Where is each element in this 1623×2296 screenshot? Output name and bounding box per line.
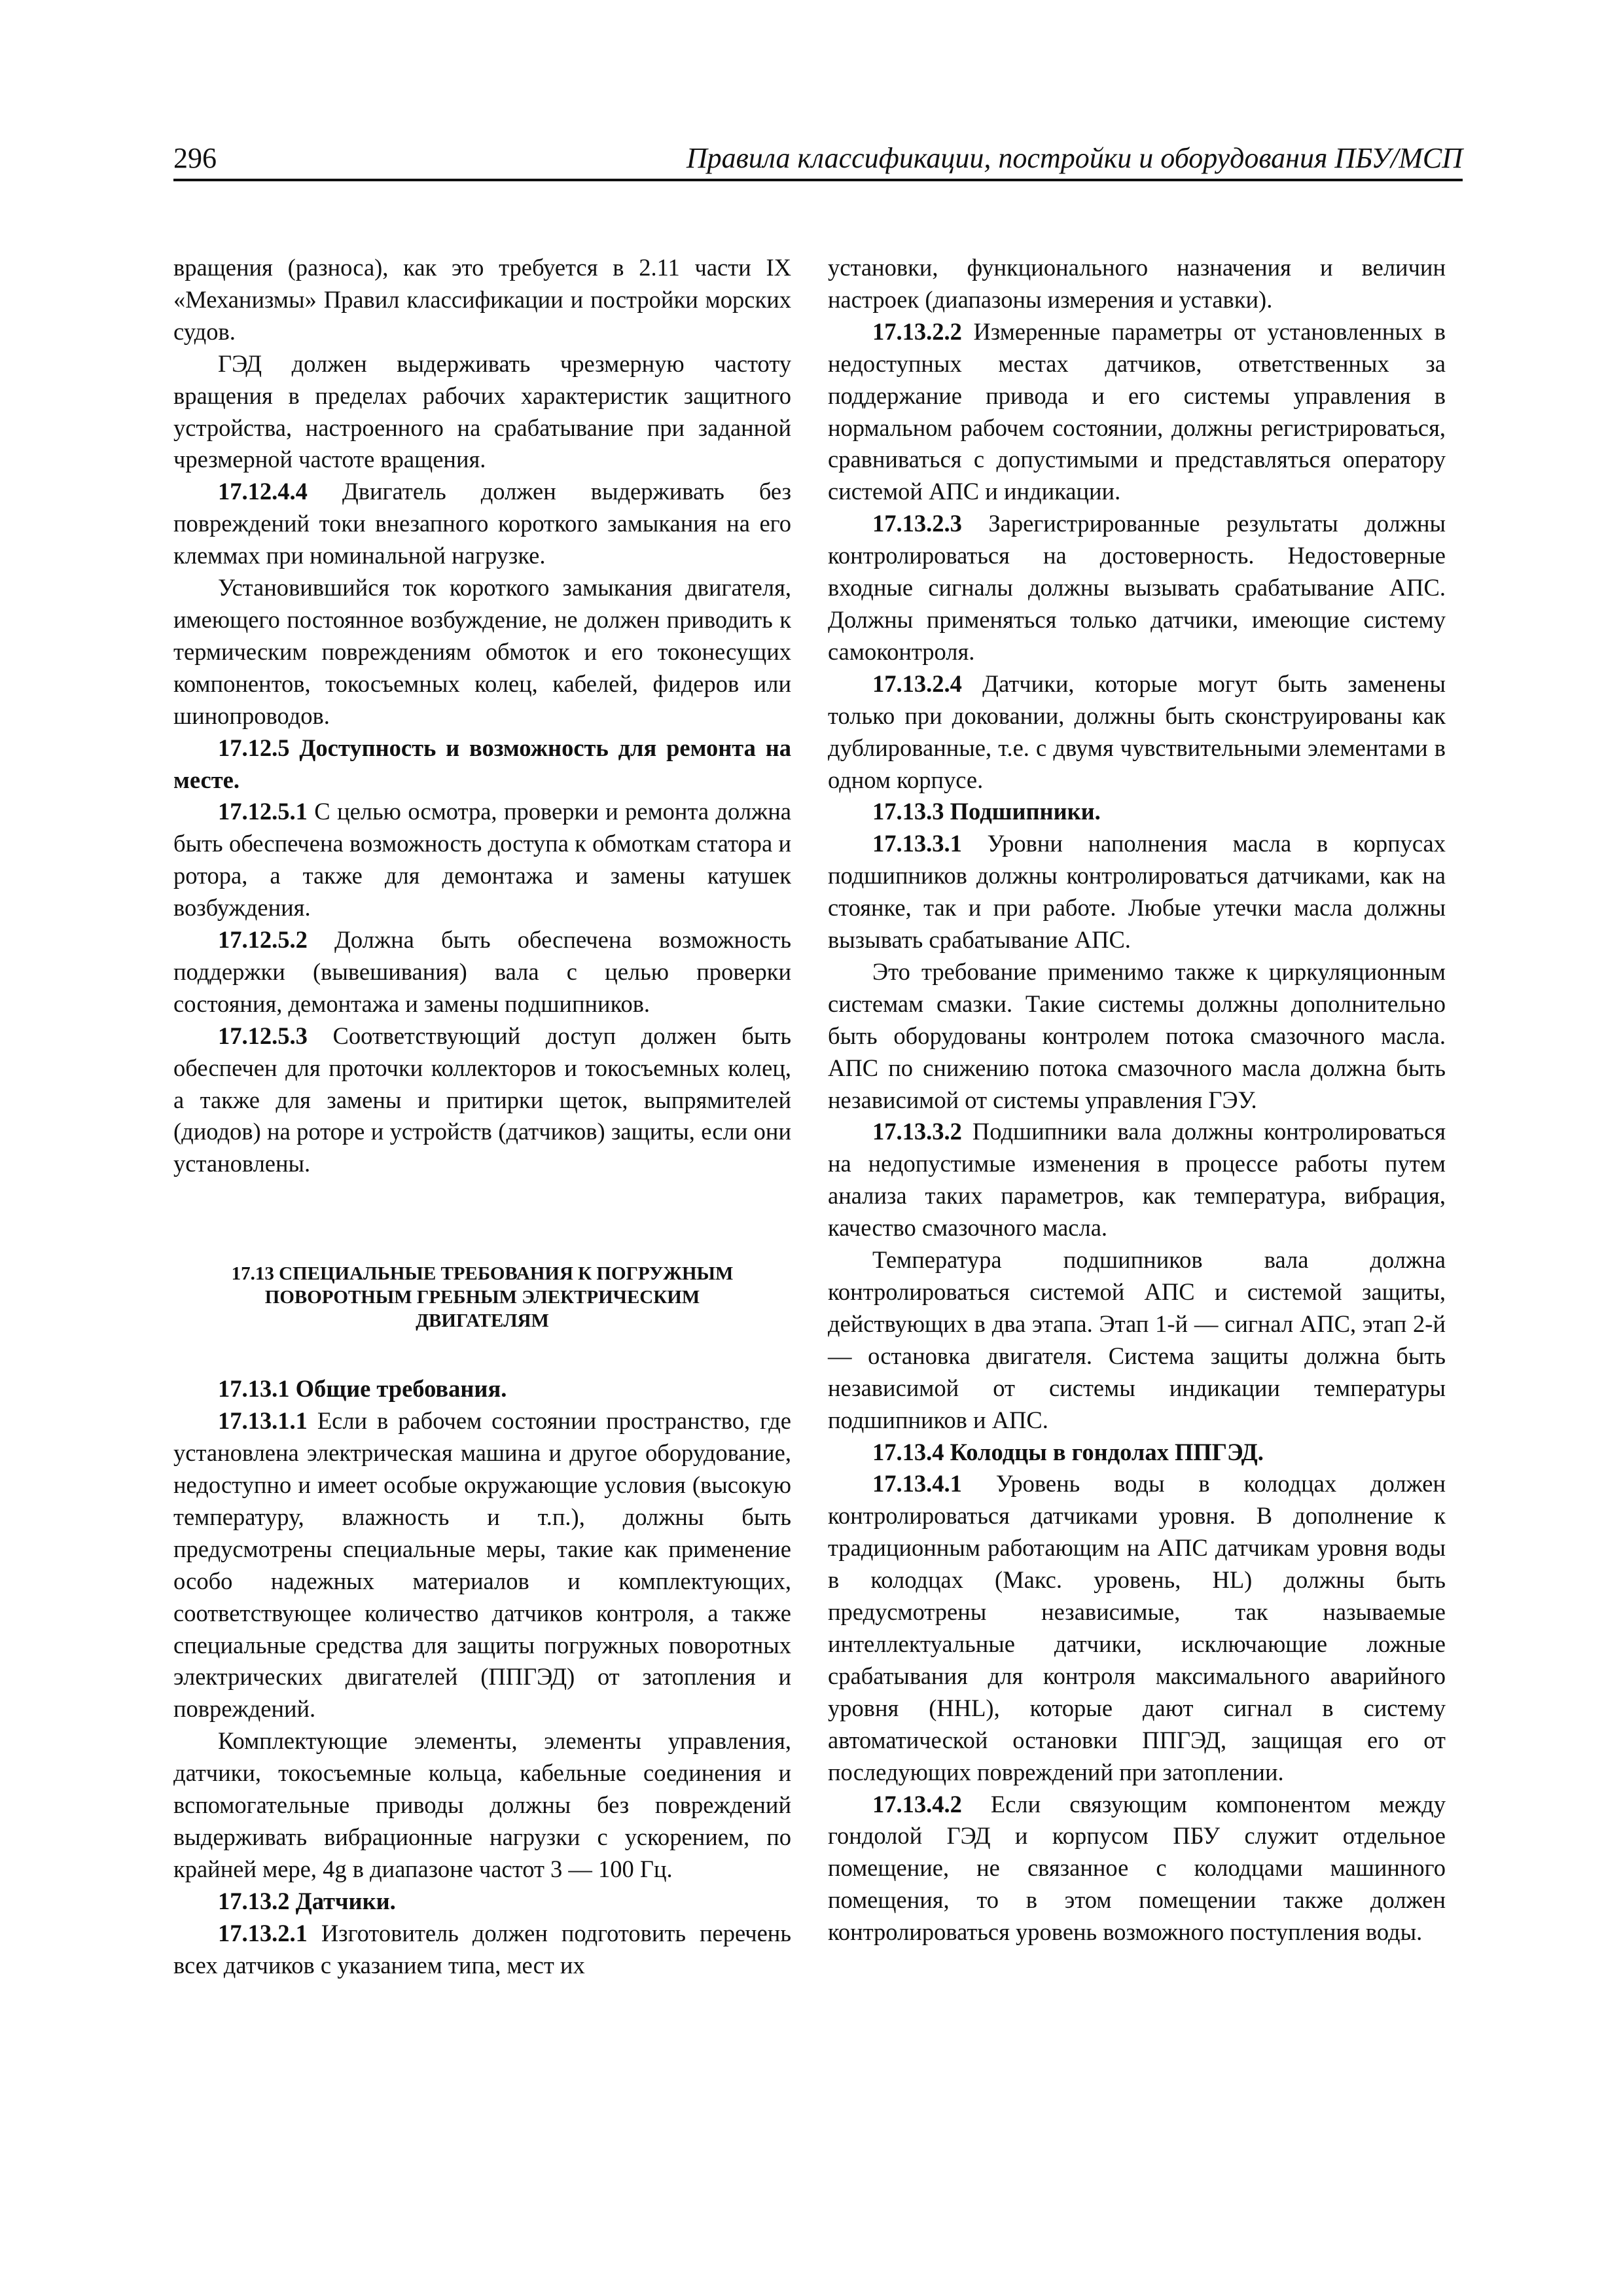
subsection-heading: 17.13.1 Общие требования.	[218, 1375, 507, 1403]
paragraph: 17.12.5.2 Должна быть обеспечена возможность поддержки (вывешивания) вала с целью проверки состояния, демонтажа и замены подшипников.	[173, 926, 791, 1017]
subsection-heading: 17.13.2 Датчики.	[218, 1887, 396, 1914]
section-heading-line: ДВИГАТЕЛЯМ	[416, 1310, 549, 1332]
clause-number: 17.12.5.3	[218, 1022, 308, 1049]
paragraph: 17.13.3.2 Подшипники вала должны контролироваться на недопустимые изменения в процессе работы путем анализа таких параметров, как температура, вибрация, качество смазочного масла.	[828, 1118, 1446, 1242]
paragraph: 17.12.4.4 Двигатель должен выдерживать без повреждений токи внезапного короткого замыкания на его клеммах при номинальной нагрузке.	[173, 478, 791, 569]
paragraph: Это требование применимо также к циркуляционным системам смазки. Такие системы должны дополнительно быть оборудованы контролем потока смазочного масла. АПС по снижению потока смазочного масла должна быть независимой от системы управления ГЭУ.	[828, 958, 1446, 1113]
clause-number: 17.13.1.1	[218, 1407, 308, 1435]
paragraph: 17.13.2.3 Зарегистрированные результаты должны контролироваться на достоверность. Недостоверные входные сигналы должны вызывать срабатывание АПС. Должны применяться только датчики, имеющие систему самоконтроля.	[828, 510, 1446, 665]
clause-number: 17.13.4.2	[872, 1790, 962, 1818]
clause-number: 17.13.2.3	[872, 510, 962, 537]
paragraph: 17.13.4.1 Уровень воды в колодцах должен контролироваться датчиками уровня. В дополнение к традиционным работающим на АПС датчикам уровня воды в колодцах (Макс. уровень, HL) должны быть предусмотрены независимые, так называемые интеллектуальные датчики, исключающие ложные срабатывания для контроля максимального аварийного уровня (HHL), которые дают сигнал в систему автоматической остановки ППГЭД, защищая его от последующих повреждений при затоплении.	[828, 1470, 1446, 1785]
subsection-heading: 17.13.4 Колодцы в гондолах ППГЭД.	[872, 1438, 1264, 1465]
clause-number: 17.12.5.2	[218, 926, 308, 954]
section-heading-line: ПОВОРОТНЫМ ГРЕБНЫМ ЭЛЕКТРИЧЕСКИМ	[264, 1287, 700, 1308]
clause-number: 17.12.4.4	[218, 478, 308, 505]
clause-number: 17.13.2.1	[218, 1919, 308, 1946]
paragraph: ГЭД должен выдерживать чрезмерную частоту вращения в пределах рабочих характеристик защитного устройства, настроенного на срабатывание при заданной чрезмерной частоте вращения.	[173, 350, 791, 473]
clause-number: 17.12.5.1	[218, 798, 308, 825]
page-header	[173, 140, 1463, 177]
paragraph: 17.13.4.2 Если связующим компонентом между гондолой ГЭД и корпусом ПБУ служит отдельное помещение, не связанное с колодцами машинного помещения, то в этом помещении также должен контролироваться уровень возможного поступления воды.	[828, 1790, 1446, 1946]
section-heading-line: 17.13 СПЕЦИАЛЬНЫЕ ТРЕБОВАНИЯ К ПОГРУЖНЫМ	[231, 1263, 734, 1285]
paragraph: вращения (разноса), как это требуется в 2.11 части IX «Механизмы» Правил классификации и постройки морских судов.	[173, 254, 791, 345]
section-heading	[173, 1262, 791, 1333]
paragraph: Температура подшипников вала должна контролироваться системой АПС и системой защиты, действующих в два этапа. Этап 1-й — сигнал АПС, этап 2-й — остановка двигателя. Система защиты должна быть независимой от системы индикации температуры подшипников и АПС.	[828, 1246, 1446, 1433]
header-rule	[173, 179, 1463, 181]
paragraph: 17.13.2.2 Измеренные параметры от установленных в недоступных местах датчиков, ответственных за поддержание привода и его системы управления в нормальном рабочем состоянии, должны регистрироваться, сравниваться с допустимыми и представляться оператору системой АПС и индикации.	[828, 317, 1446, 505]
paragraph: 17.12.5.1 С целью осмотра, проверки и ремонта должна быть обеспечена возможность доступа к обмоткам статора и ротора, а также для демонтажа и замены катушек возбуждения.	[173, 798, 791, 922]
running-title: Правила классификации, постройки и оборудования ПБУ/МСП	[686, 142, 1463, 174]
subsection-heading: 17.13.3 Подшипники.	[872, 798, 1101, 825]
clause-number: 17.13.3.1	[872, 830, 962, 857]
paragraph: Комплектующие элементы, элементы управления, датчики, токосъемные кольца, кабельные соединения и вспомогательные приводы должны без повреждений выдерживать вибрационные нагрузки с ускорением, по крайней мере, 4g в диапазоне частот 3 — 100 Гц.	[173, 1727, 791, 1882]
page-number: 296	[173, 142, 217, 174]
paragraph: 17.13.1.1 Если в рабочем состоянии пространство, где установлена электрическая машина и другое оборудование, недоступно и имеет особые окружающие условия (высокую температуру, влажность и т.п.), должны быть предусмотрены специальные меры, такие как применение особо надежных материалов и комплектующих, соответствующее количество датчиков контроля, а также специальные средства для защиты погружных поворотных электрических двигателей (ППГЭД) от затопления и повреждений.	[173, 1407, 791, 1723]
subsection-heading: 17.12.5 Доступность и возможность для ремонта на месте.	[173, 734, 791, 793]
paragraph: 17.13.2.1 Изготовитель должен подготовить перечень всех датчиков с указанием типа, мест их	[173, 1919, 791, 1979]
clause-number: 17.13.4.1	[872, 1470, 962, 1498]
paragraph: установки, функционального назначения и величин настроек (диапазоны измерения и уставки).	[828, 254, 1446, 313]
paragraph: Установившийся ток короткого замыкания двигателя, имеющего постоянное возбуждение, не должен приводить к термическим повреждениям обмоток и его токонесущих компонентов, токосъемных колец, кабелей, фидеров или шинопроводов.	[173, 574, 791, 729]
clause-number: 17.13.3.2	[872, 1118, 962, 1145]
clause-number: 17.13.2.2	[872, 317, 962, 345]
left-column	[173, 252, 791, 1982]
paragraph: 17.13.3.1 Уровни наполнения масла в корпусах подшипников должны контролироваться датчиками, как на стоянке, так и при работе. Любые утечки масла должны вызывать срабатывание АПС.	[828, 830, 1446, 954]
paragraph: 17.12.5.3 Соответствующий доступ должен быть обеспечен для проточки коллекторов и токосъемных колец, а также для замены и притирки щеток, выпрямителей (диодов) на роторе и устройств (датчиков) защиты, если они установлены.	[173, 1022, 791, 1177]
right-column	[828, 252, 1446, 1948]
clause-number: 17.13.2.4	[872, 670, 962, 697]
paragraph: 17.13.2.4 Датчики, которые могут быть заменены только при доковании, должны быть сконструированы как дублированные, т.е. с двумя чувствительными элементами в одном корпусе.	[828, 670, 1446, 793]
